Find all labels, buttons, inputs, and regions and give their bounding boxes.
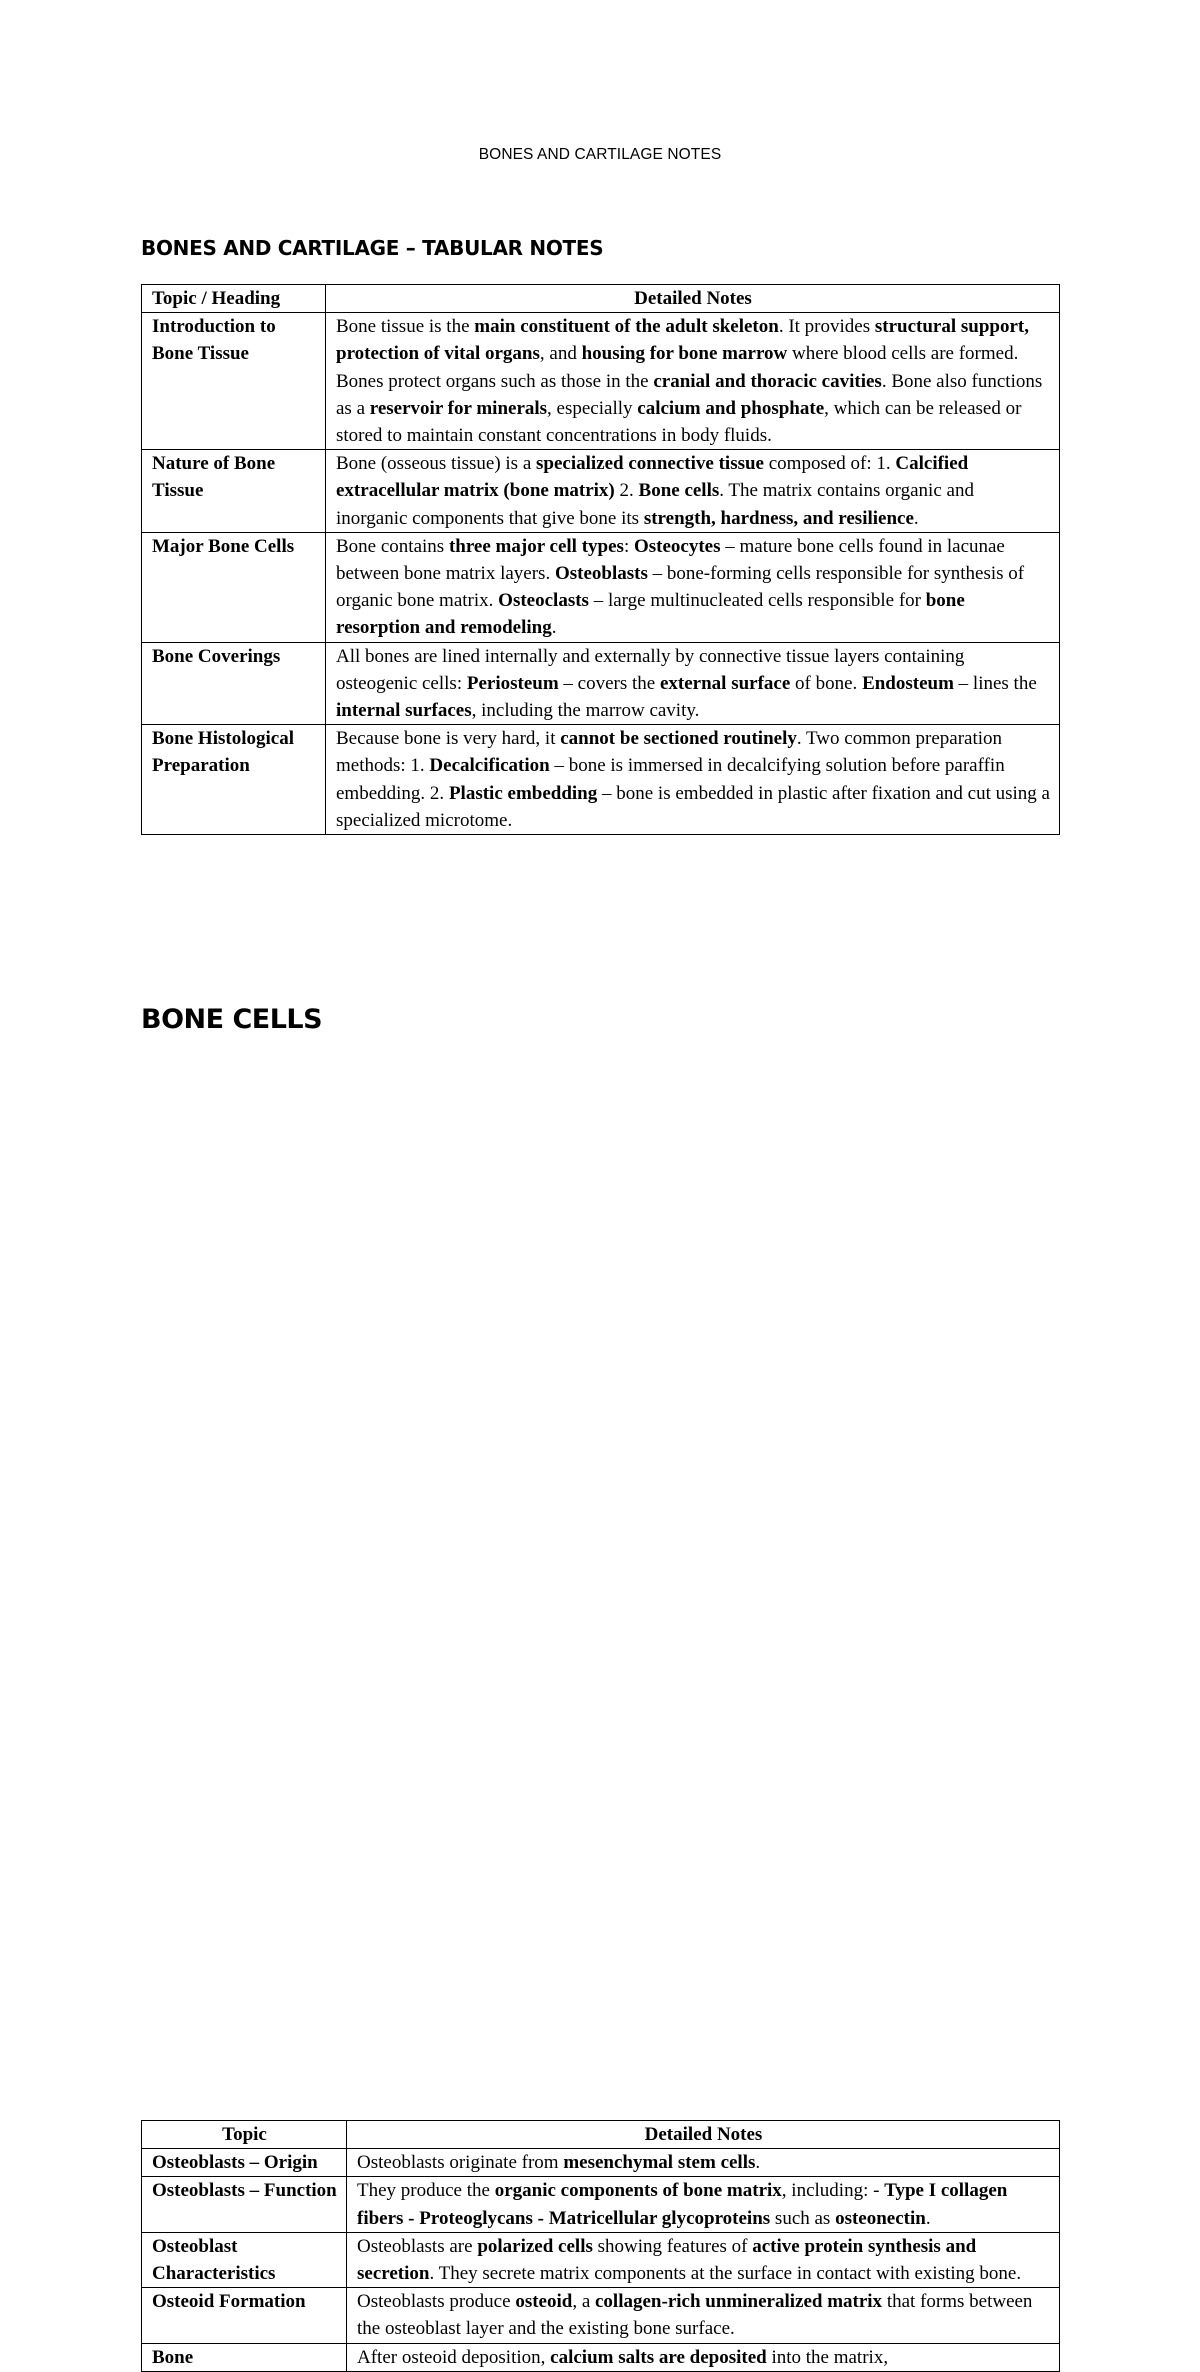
table-row [142,2343,1060,2371]
notes-bold-text: Endosteum [862,672,954,694]
notes-bold-text: calcium and phosphate [637,397,825,419]
row-notes [326,450,1060,533]
notes-bold-text: Osteoblasts [554,563,648,585]
notes-text: Osteoblasts originate from [357,2152,564,2174]
notes-text: – covers the [558,672,660,694]
notes-bold-text: organic components of bone matrix [494,2180,782,2202]
column-header-topic: Topic [142,2121,347,2149]
notes-text: After osteoid deposition, [357,2346,551,2368]
notes-bold-text: strength, hardness, and resilience [643,507,914,529]
row-topic: Osteoblast Characteristics [142,2232,347,2287]
row-notes [347,2232,1060,2287]
page-bottom-clip [0,1060,1200,2368]
row-topic: Bone Histological Preparation [142,725,326,835]
notes-text: . [755,2152,761,2174]
notes-bold-text: Osteoclasts [498,590,589,612]
notes-text: – lines the [953,672,1037,694]
notes-text: – bone is immersed in decalcifying solution before paraffin embedding. 2. [336,755,1005,804]
table-header-row [142,285,1060,313]
notes-bold-text: mesenchymal stem cells [563,2152,756,2174]
notes-bold-text: internal surfaces [336,700,472,722]
notes-text: , which can be released or stored to maintain constant concentrations in body fluids. [336,397,1022,447]
notes-text: – bone-forming cells responsible for synthesis of organic bone matrix. [336,563,1025,612]
row-topic: Osteoid Formation [142,2288,347,2343]
notes-bold-text: calcium salts are deposited [550,2346,767,2368]
table-row [142,2232,1060,2287]
row-notes [326,725,1060,835]
notes-text: , including: - [781,2180,885,2202]
notes-text: . Bone also functions as a [336,370,1043,419]
table-row [142,2288,1060,2343]
notes-bold-text: specialized connective tissue [536,453,764,475]
notes-text: . Two common preparation methods: 1. [336,728,1003,777]
row-notes [326,532,1060,642]
notes-text: . [913,507,919,529]
notes-text: . It provides [778,316,875,338]
notes-text: , including the marrow cavity. [471,700,700,722]
notes-bold-text: cranial and thoracic cavities [653,370,882,392]
notes-bold-text: structural support, protection of vital organs [336,316,1029,365]
notes-bold-text: housing for bone marrow [581,343,788,365]
notes-text: Osteoblasts produce [357,2291,516,2313]
notes-bold-text: Periosteum [466,672,559,694]
notes-text: such as [770,2207,836,2229]
column-header-notes: Detailed Notes [347,2121,1060,2149]
notes-text: composed of: 1. [763,453,896,475]
notes-text: , especially [547,397,638,419]
notes-bold-text: reservoir for minerals [369,397,548,419]
notes-bold-text: active protein synthesis and secretion [357,2235,977,2285]
notes-bold-text: Decalcification [429,755,550,777]
bone-cells-table [141,2120,1060,2372]
row-topic: Introduction to Bone Tissue [142,313,326,450]
table-row [142,2149,1060,2177]
notes-bold-text: Calcified extracellular matrix (bone matrix) [336,453,969,502]
section-title-bone-cells: BONE CELLS [141,1004,323,1035]
row-topic: Bone [142,2343,347,2371]
notes-text: : [623,535,634,557]
notes-bold-text: osteoid [515,2291,573,2313]
notes-bold-text: Type I collagen fibers - Proteoglycans - Matricellular glycoproteins [357,2180,1008,2229]
notes-text: , a [572,2291,595,2313]
table-row [142,313,1060,450]
notes-text: – large multinucleated cells responsible for [588,590,926,612]
notes-text: All bones are lined internally and externally by connective tissue layers containing osteogenic cells: [336,645,965,694]
notes-text: that forms between the osteoblast layer and the existing bone surface. [357,2291,1033,2340]
table-row [142,642,1060,725]
table-body [142,2149,1060,2372]
row-notes [326,313,1060,450]
notes-text: where blood cells are formed. Bones protect organs such as those in the [336,343,1019,392]
notes-bold-text: main constituent of the adult skeleton [474,316,779,338]
row-notes [347,2149,1060,2177]
notes-bold-text: cannot be sectioned routinely [560,728,797,750]
notes-text: . The matrix contains organic and inorganic components that give bone its [336,480,974,529]
notes-bold-text: collagen-rich unmineralized matrix [595,2291,883,2313]
row-topic: Nature of Bone Tissue [142,450,326,533]
notes-text: . [551,617,557,639]
notes-text: of bone. [790,672,863,694]
notes-text: – mature bone cells found in lacunae between bone matrix layers. [336,535,1005,585]
notes-text: into the matrix, [766,2346,889,2368]
notes-bold-text: osteonectin [835,2207,926,2229]
section-title-tabular-notes: BONES AND CARTILAGE – TABULAR NOTES [141,236,604,260]
row-notes [347,2288,1060,2343]
notes-bold-text: Plastic embedding [448,782,598,804]
notes-bold-text: polarized cells [477,2235,593,2257]
notes-text: 2. [614,480,639,502]
notes-text: . [925,2207,931,2229]
notes-text: They produce the [357,2180,495,2202]
row-notes [326,642,1060,725]
table-body [142,313,1060,835]
notes-text: Osteoblasts are [357,2235,478,2257]
notes-text: . They secrete matrix components at the surface in contact with existing bone. [429,2263,1022,2285]
column-header-notes: Detailed Notes [326,285,1060,313]
table-row [142,2177,1060,2232]
table-row [142,450,1060,533]
notes-bold-text: bone resorption and remodeling [336,590,965,639]
column-header-topic: Topic / Heading [142,285,326,313]
notes-text: – bone is embedded in plastic after fixation and cut using a specialized microtome. [336,782,1050,831]
notes-text: Bone contains [336,535,449,557]
table-row [142,725,1060,835]
notes-text: Bone (osseous tissue) is a [336,453,537,475]
notes-bold-text: three major cell types [448,535,624,557]
notes-bold-text: Bone cells [638,480,720,502]
running-header: BONES AND CARTILAGE NOTES [478,146,722,163]
notes-bold-text: external surface [659,672,791,694]
row-topic: Major Bone Cells [142,532,326,642]
row-topic: Osteoblasts – Origin [142,2149,347,2177]
table-row [142,532,1060,642]
row-notes [347,2177,1060,2232]
table-header-row [142,2121,1060,2149]
notes-bold-text: Osteocytes [633,535,721,557]
tabular-notes-table [141,284,1060,835]
notes-text: showing features of [592,2235,753,2257]
row-topic: Osteoblasts – Function [142,2177,347,2232]
row-topic: Bone Coverings [142,642,326,725]
notes-text: , and [539,343,582,365]
row-notes [347,2343,1060,2371]
notes-text: Because bone is very hard, it [336,728,561,750]
notes-text: Bone tissue is the [336,316,475,338]
